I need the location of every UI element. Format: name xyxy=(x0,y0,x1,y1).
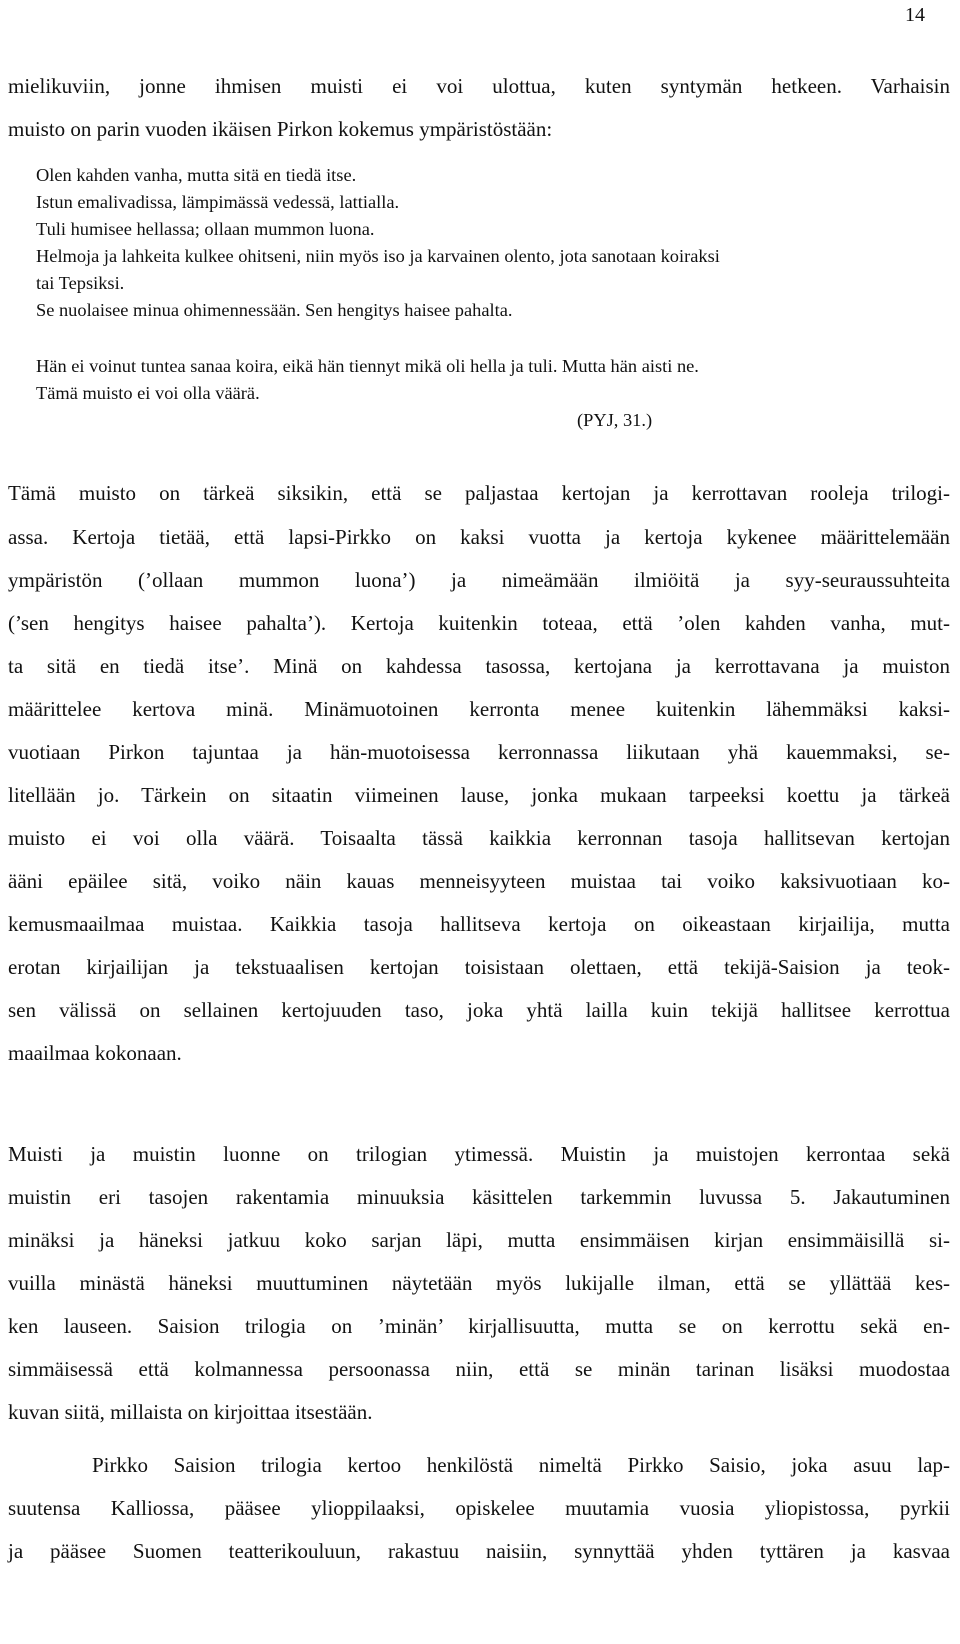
text-line: mielikuviin, jonne ihmisen muisti ei voi ulottua, kuten syntymän hetkeen. Varhaisin xyxy=(8,74,950,98)
text-line: Tämä muisto on tärkeä siksikin, että se paljastaa kertojan ja kerrottavan rooleja trilogi- xyxy=(8,481,950,505)
text-line: Muisti ja muistin luonne on trilogian ytimessä. Muistin ja muistojen kerrontaa sekä xyxy=(8,1142,950,1166)
text-line: minäksi ja häneksi jatkuu koko sarjan läpi, mutta ensimmäisen kirjan ensimmäisillä si- xyxy=(8,1228,950,1252)
text-line: sen välissä on sellainen kertojuuden taso, joka yhtä lailla kuin tekijä hallitsee kerrottua xyxy=(8,998,950,1022)
text-line: ta sitä en tiedä itse’. Minä on kahdessa tasossa, kertojana ja kerrottavana ja muiston xyxy=(8,654,950,678)
text-line: litellään jo. Tärkein on sitaatin viimeinen lause, jonka mukaan tarpeeksi koettu ja tärkeä xyxy=(8,783,950,807)
quote-line: Tämä muisto ei voi olla väärä. xyxy=(36,383,260,403)
quote-line: Istun emalivadissa, lämpimässä vedessä, lattialla. xyxy=(36,192,400,212)
text-line: ympäristön (’ollaan mummon luona’) ja nimeämään ilmiöitä ja syy-seuraussuhteita xyxy=(8,568,950,592)
text-line: ja pääsee Suomen teatterikouluun, rakastuu naisiin, synnyttää yhden tyttären ja kasvaa xyxy=(8,1539,950,1563)
text-line: vuilla minästä häneksi muuttuminen näytetään myös lukijalle ilman, että se yllättää kes- xyxy=(8,1271,950,1295)
quote-line: Olen kahden vanha, mutta sitä en tiedä itse. xyxy=(36,165,357,185)
text-line: assa. Kertoja tietää, että lapsi-Pirkko on kaksi vuotta ja kertoja kykenee määrittelemään xyxy=(8,525,950,549)
text-line: Pirkko Saision trilogia kertoo henkilöstä nimeltä Pirkko Saisio, joka asuu lap- xyxy=(92,1453,950,1477)
quote-line: Tuli humisee hellassa; ollaan mummon luona. xyxy=(36,219,375,239)
text-line: maailmaa kokonaan. xyxy=(8,1041,182,1065)
quote-line: Hän ei voinut tuntea sanaa koira, eikä hän tiennyt mikä oli hella ja tuli. Mutta hän aisti ne. xyxy=(36,356,699,376)
text-line: erotan kirjailijan ja tekstuaalisen kertojan toisistaan olettaen, että tekijä-Saision ja teok- xyxy=(8,955,950,979)
text-line: kuvan siitä, millaista on kirjoittaa itsestään. xyxy=(8,1400,373,1424)
quote-line: tai Tepsiksi. xyxy=(36,273,125,293)
page-number: 14 xyxy=(905,4,925,26)
text-line: määrittelee kertova minä. Minämuotoinen kerronta menee kuitenkin lähemmäksi kaksi- xyxy=(8,697,950,721)
citation: (PYJ, 31.) xyxy=(577,410,653,430)
text-line: muisto on parin vuoden ikäisen Pirkon kokemus ympäristöstään: xyxy=(8,117,553,141)
text-line: ääni epäilee sitä, voiko näin kauas menneisyyteen muistaa tai voiko kaksivuotiaan ko- xyxy=(8,869,950,893)
text-line: kemusmaailmaa muistaa. Kaikkia tasoja hallitseva kertoja on oikeastaan kirjailija, mutta xyxy=(8,912,950,936)
text-line: suutensa Kalliossa, pääsee ylioppilaaksi, opiskelee muutamia vuosia yliopistossa, pyrkii xyxy=(8,1496,950,1520)
quote-line: Se nuolaisee minua ohimennessään. Sen hengitys haisee pahalta. xyxy=(36,300,513,320)
text-line: (’sen hengitys haisee pahalta’). Kertoja kuitenkin toteaa, että ’olen kahden vanha, mut- xyxy=(8,611,950,635)
text-line: vuotiaan Pirkon tajuntaa ja hän-muotoisessa kerronnassa liikutaan yhä kauemmaksi, se- xyxy=(8,740,950,764)
text-line: muisto ei voi olla väärä. Toisaalta tässä kaikkia kerronnan tasoja hallitsevan kertojan xyxy=(8,826,950,850)
text-line: simmäisessä että kolmannessa persoonassa niin, että se minän tarinan lisäksi muodostaa xyxy=(8,1357,950,1381)
quote-line: Helmoja ja lahkeita kulkee ohitseni, niin myös iso ja karvainen olento, jota sanotaan koiraksi xyxy=(36,246,720,266)
text-line: muistin eri tasojen rakentamia minuuksia käsittelen tarkemmin luvussa 5. Jakautuminen xyxy=(8,1185,950,1209)
text-line: ken lauseen. Saision trilogia on ’minän’ kirjallisuutta, mutta se on kerrottu sekä en- xyxy=(8,1314,950,1338)
